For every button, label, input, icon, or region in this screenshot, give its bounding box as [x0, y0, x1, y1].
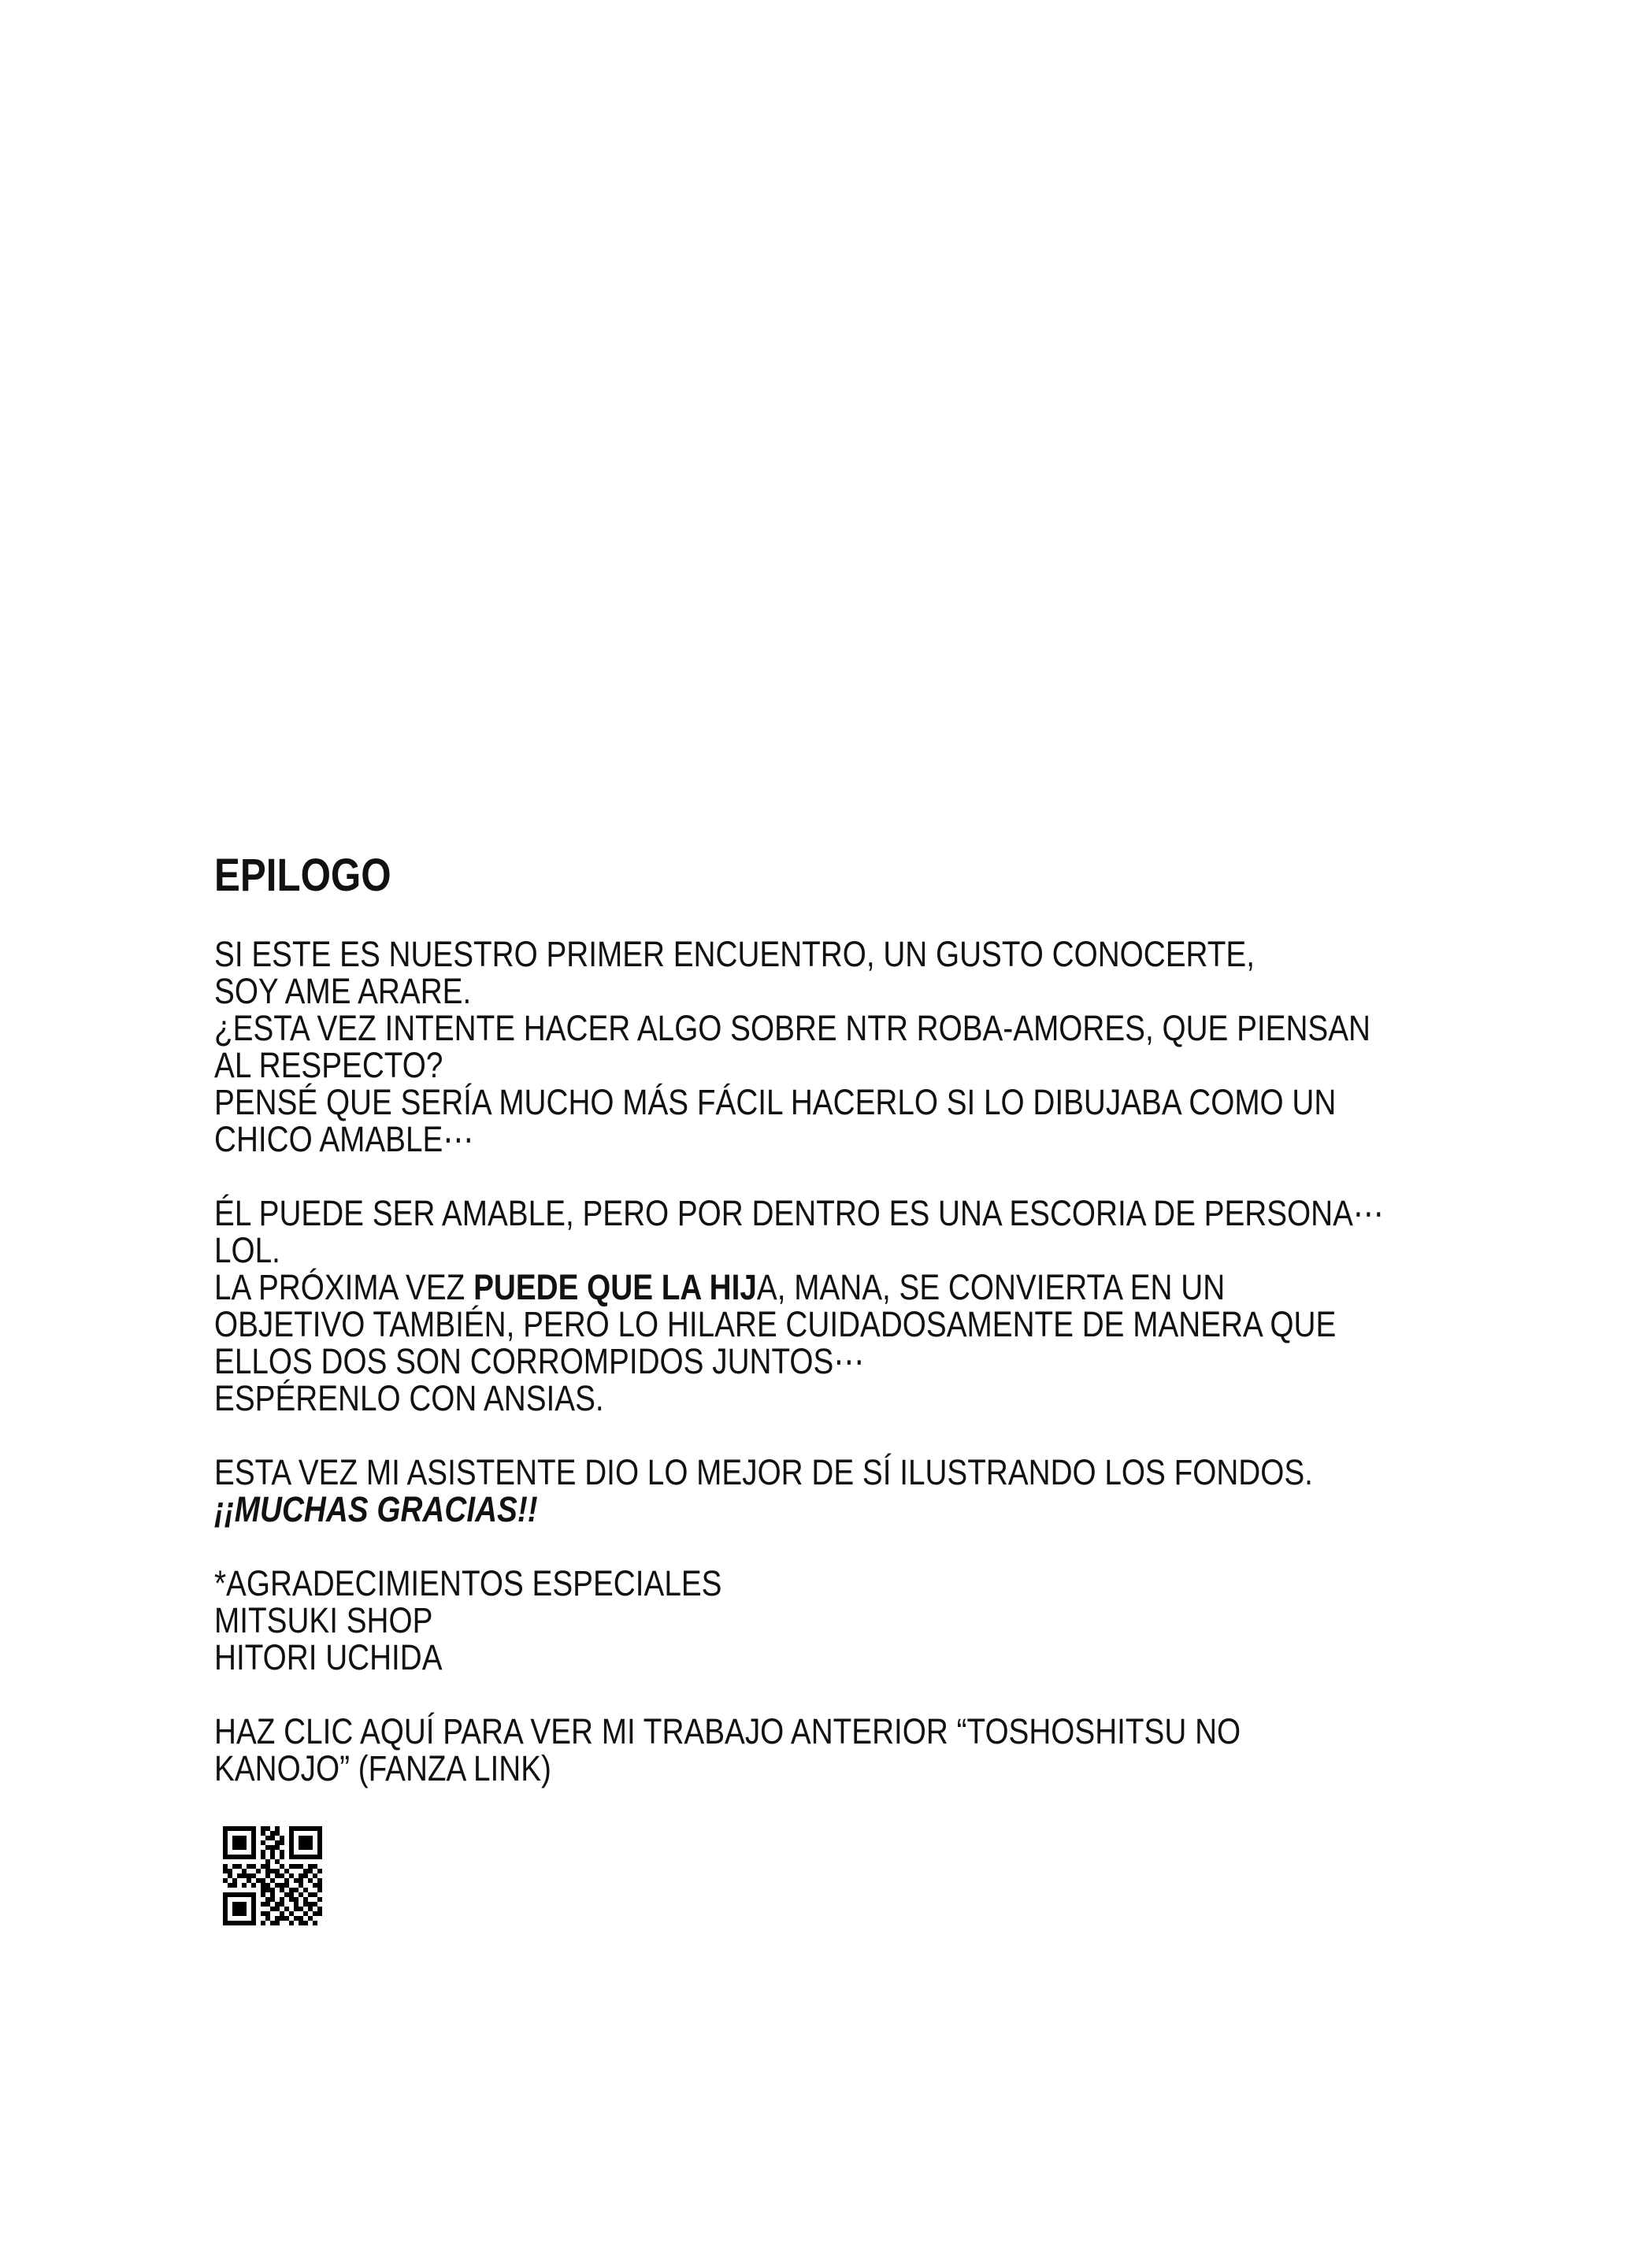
text-segment: ELLOS DOS SON CORROMPIDOS JUNTOS⋯ — [214, 1341, 865, 1381]
text-line — [214, 1269, 1384, 1306]
text-segment: ÉL PUEDE SER AMABLE, PERO POR DENTRO ES UNA ESCORIA DE PERSONA⋯ — [214, 1193, 1384, 1233]
paragraph — [214, 936, 1384, 1158]
text-segment: HITORI UCHIDA — [214, 1637, 443, 1677]
text-segment: AL RESPECTO? — [214, 1045, 443, 1085]
text-line — [214, 1454, 1384, 1491]
text-line — [214, 936, 1384, 973]
text-segment: SOY AME ARARE. — [214, 971, 472, 1011]
text-segment: ESPÉRENLO CON ANSIAS. — [214, 1378, 604, 1418]
text-line — [214, 1343, 1384, 1380]
text-segment: ESTA VEZ MI ASISTENTE DIO LO MEJOR DE SÍ ILUSTRANDO LOS FONDOS. — [214, 1452, 1313, 1492]
paragraph — [214, 1713, 1384, 1787]
paragraph — [214, 1195, 1384, 1417]
text-segment: A, MANA, SE CONVIERTA EN UN — [756, 1267, 1226, 1307]
text-segment: PENSÉ QUE SERÍA MUCHO MÁS FÁCIL HACERLO SI LO DIBUJABA COMO UN — [214, 1082, 1337, 1122]
link-text-line[interactable] — [214, 1713, 1384, 1750]
text-line — [214, 1491, 1384, 1528]
text-line — [214, 1639, 1384, 1676]
paragraph — [214, 1565, 1384, 1676]
page-title: EPILOGO — [214, 850, 391, 901]
epilogue-text — [214, 936, 1384, 1824]
text-segment: LA PRÓXIMA VEZ — [214, 1267, 474, 1307]
emphasis-text: ¡¡MUCHAS GRACIAS!! — [214, 1489, 538, 1529]
qr-code — [223, 1826, 322, 1925]
emphasis-text: PUEDE QUE LA HIJ — [473, 1267, 757, 1307]
text-segment: SI ESTE ES NUESTRO PRIMER ENCUENTRO, UN GUSTO CONOCERTE, — [214, 934, 1255, 974]
text-line — [214, 1195, 1384, 1232]
link-text-line[interactable] — [214, 1750, 1384, 1787]
text-segment: *AGRADECIMIENTOS ESPECIALES — [214, 1563, 722, 1603]
text-line — [214, 973, 1384, 1010]
text-segment: LOL. — [214, 1230, 280, 1270]
text-segment: HAZ CLIC AQUÍ PARA VER MI TRABAJO ANTERIOR “TOSHOSHITSU NO — [214, 1711, 1241, 1751]
text-segment: CHICO AMABLE⋯ — [214, 1119, 474, 1159]
text-segment: MITSUKI SHOP — [214, 1600, 433, 1640]
text-line — [214, 1306, 1384, 1343]
text-line — [214, 1047, 1384, 1084]
text-segment: KANOJO” (FANZA LINK) — [214, 1748, 551, 1788]
paragraph — [214, 1454, 1384, 1528]
text-line — [214, 1010, 1384, 1047]
text-segment: ¿ESTA VEZ INTENTE HACER ALGO SOBRE NTR ROBA-AMORES, QUE PIENSAN — [214, 1008, 1371, 1048]
text-segment: OBJETIVO TAMBIÉN, PERO LO HILARE CUIDADOSAMENTE DE MANERA QUE — [214, 1304, 1337, 1344]
text-line — [214, 1084, 1384, 1121]
text-line — [214, 1232, 1384, 1269]
text-line — [214, 1602, 1384, 1639]
text-line — [214, 1121, 1384, 1158]
text-line — [214, 1565, 1384, 1602]
text-line — [214, 1380, 1384, 1417]
